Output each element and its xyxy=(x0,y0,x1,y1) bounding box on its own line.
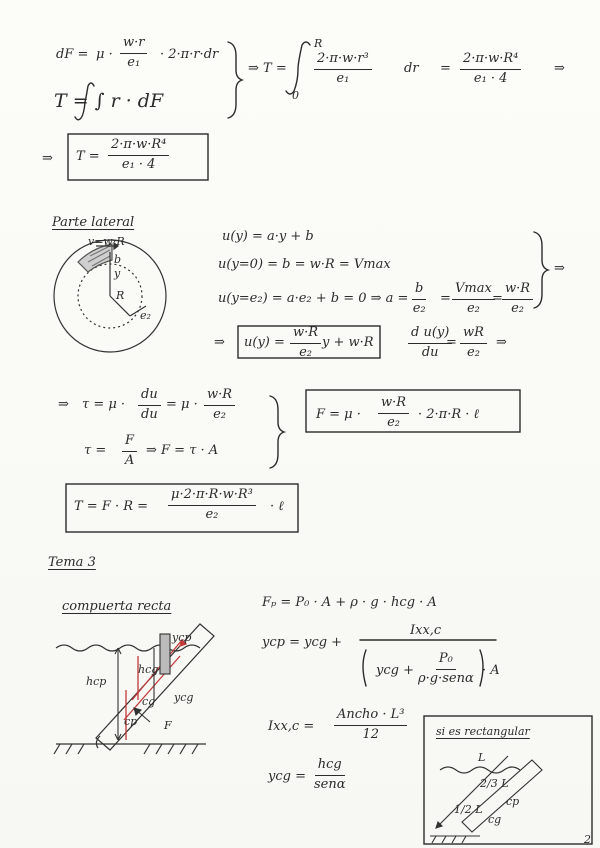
Fp-eq: Fₚ = P₀ · A + ρ · g · hcg · A xyxy=(262,595,437,610)
tau-num1: du xyxy=(138,388,161,406)
ycp-den-frac xyxy=(418,652,474,687)
tema3-heading: Tema 3 xyxy=(48,555,96,570)
tema3-sub: compuerta recta xyxy=(62,599,172,614)
boxed-arrow: ⇒ xyxy=(42,151,53,166)
res-fraction xyxy=(460,52,521,87)
box-num: w·R xyxy=(290,326,321,344)
deriv-num: d u(y) xyxy=(408,326,452,344)
ixx-den: 12 xyxy=(362,726,380,742)
T-box-lhs: T = F · R = xyxy=(74,499,149,514)
lateral-heading: Parte lateral xyxy=(52,215,135,230)
fig-cp: cp xyxy=(124,715,138,728)
ycp-num: Ixx,c xyxy=(410,623,442,638)
shear-arrow: ⇒ xyxy=(58,397,69,412)
lateral-eq2: u(y=0) = b = w·R = Vmax xyxy=(218,257,391,272)
int-den: e₁ xyxy=(336,70,350,86)
F-box-lhs: F = μ · xyxy=(316,407,361,422)
lateral-eq1: u(y) = a·y + b xyxy=(222,229,314,244)
res-den: e₁ · 4 xyxy=(473,70,508,86)
ixx-frac xyxy=(334,708,407,743)
dF-mu: μ · xyxy=(96,47,113,62)
rect-23: 2/3 L xyxy=(480,777,509,790)
tau2-frac xyxy=(122,434,137,469)
ycg-den: senα xyxy=(314,776,346,792)
rect-cp: cp xyxy=(506,795,520,808)
ycp-den-a: ycg + xyxy=(376,663,414,678)
dF-fraction xyxy=(120,36,147,71)
tau-den1: du xyxy=(141,406,158,422)
eq3-frac1 xyxy=(412,282,426,317)
brace-shear xyxy=(270,396,284,468)
eq3-f3-num: w·R xyxy=(502,282,533,300)
box-den: e₂ xyxy=(299,344,312,360)
ixx-lhs: Ixx,c = xyxy=(268,719,315,734)
deriv-rden: e₂ xyxy=(467,344,480,360)
tau-num2: w·R xyxy=(204,388,235,406)
rect-title: si es rectangular xyxy=(436,725,530,738)
F-box-tail: · 2·π·R · ℓ xyxy=(418,407,479,422)
res-arrow: ⇒ xyxy=(554,61,565,76)
lateral-eq3: u(y=e₂) = a·e₂ + b = 0 ⇒ a = xyxy=(218,291,409,306)
T-integral: T = ∫ r · dF xyxy=(54,90,164,112)
int-lower: 0 xyxy=(292,89,299,102)
page-number: 2 xyxy=(584,833,591,846)
ycg-lhs: ycg = xyxy=(268,769,306,784)
tau2-tail: ⇒ F = τ · A xyxy=(146,443,219,458)
ycg-frac xyxy=(314,758,346,793)
tau-lhs: τ = μ · xyxy=(82,397,126,412)
fig-ycg: ycg xyxy=(174,691,194,704)
boxed-num: 2·π·w·R⁴ xyxy=(108,138,169,156)
tau2-den: A xyxy=(124,452,135,468)
int-eq: = xyxy=(440,61,451,76)
eq3-eq2: = xyxy=(492,291,503,306)
deriv-eq: = xyxy=(446,335,457,350)
tau2-num: F xyxy=(122,434,137,452)
fig-top-label: v=w·R xyxy=(88,235,125,248)
ycp-den-den: ρ·g·senα xyxy=(418,670,474,686)
fig-hcg: hcg xyxy=(138,663,159,676)
int-num: 2·π·w·r³ xyxy=(314,52,372,70)
F-box-frac xyxy=(378,396,409,431)
F-box-num: w·R xyxy=(378,396,409,414)
arrow-T: ⇒ T = xyxy=(248,61,287,76)
ycg-num: hcg xyxy=(315,758,345,776)
boxed-den: e₁ · 4 xyxy=(121,156,156,172)
int-fraction xyxy=(314,52,372,87)
brace-arrow: ⇒ xyxy=(554,261,565,276)
T-box-tail: · ℓ xyxy=(270,499,284,514)
deriv-rnum: wR xyxy=(460,326,487,344)
rect-12: 1/2 L xyxy=(454,803,483,816)
fig-F: F xyxy=(164,719,172,732)
boxed-fraction xyxy=(108,138,169,173)
brace-top xyxy=(228,42,242,118)
eq3-f2-num: Vmax xyxy=(452,282,495,300)
rect-gate-figure xyxy=(430,756,542,843)
dF-num: w·r xyxy=(120,36,147,54)
deriv-arrow: ⇒ xyxy=(496,335,507,350)
dF-den: e₁ xyxy=(127,54,141,70)
box-arrow: ⇒ xyxy=(214,335,225,350)
fig-b: b xyxy=(114,253,122,266)
fig-R: R xyxy=(116,289,125,302)
eq3-eq1: = xyxy=(440,291,451,306)
tau-frac2 xyxy=(204,388,235,423)
boxed-lhs: T = xyxy=(76,149,100,164)
ycp-den-num: P₀ xyxy=(436,652,456,670)
deriv-r-fraction xyxy=(460,326,487,361)
fig-ycp: ycp xyxy=(172,631,192,644)
F-box-den: e₂ xyxy=(387,414,400,430)
box-tail: y + w·R xyxy=(322,335,374,350)
int-upper: R xyxy=(314,37,323,50)
fig-cg: cg xyxy=(142,695,156,708)
T-box-den: e₂ xyxy=(205,506,219,522)
tau2-lhs: τ = xyxy=(84,443,107,458)
fig-e2: e₂ xyxy=(140,309,151,322)
ycp-lhs: ycp = ycg + xyxy=(262,635,343,650)
res-num: 2·π·w·R⁴ xyxy=(460,52,521,70)
deriv-den: du xyxy=(421,344,439,360)
annulus-figure xyxy=(54,240,166,352)
ixx-num: Ancho · L³ xyxy=(334,708,407,726)
eq3-frac2 xyxy=(452,282,495,317)
box-lhs: u(y) = xyxy=(244,335,285,350)
eq3-f3-den: e₂ xyxy=(511,300,524,316)
rect-L: L xyxy=(478,751,486,764)
T-box-num: μ·2·π·R·w·R³ xyxy=(168,488,256,506)
eq3-f2-den: e₂ xyxy=(466,300,480,316)
dF-lhs: dF = xyxy=(56,47,89,62)
int-dr: dr xyxy=(404,61,419,76)
fig-hcp: hcp xyxy=(86,675,107,688)
paren-left xyxy=(363,650,366,686)
tau-den2: e₂ xyxy=(213,406,226,422)
eq3-frac3 xyxy=(502,282,533,317)
integral-sign xyxy=(286,42,310,94)
tau-eq: = μ · xyxy=(166,397,198,412)
brace-lateral xyxy=(534,232,548,308)
rect-cg: cg xyxy=(488,813,502,826)
box-fraction xyxy=(290,326,321,361)
tau-frac1 xyxy=(138,388,161,423)
fig-y: y xyxy=(114,267,121,280)
ycp-den-tail: · A xyxy=(482,663,500,678)
eq3-f1-den: e₂ xyxy=(412,300,426,316)
T-box-frac xyxy=(168,488,256,523)
eq3-f1-num: b xyxy=(412,282,426,300)
dF-tail: · 2·π·r·dr xyxy=(160,47,219,62)
